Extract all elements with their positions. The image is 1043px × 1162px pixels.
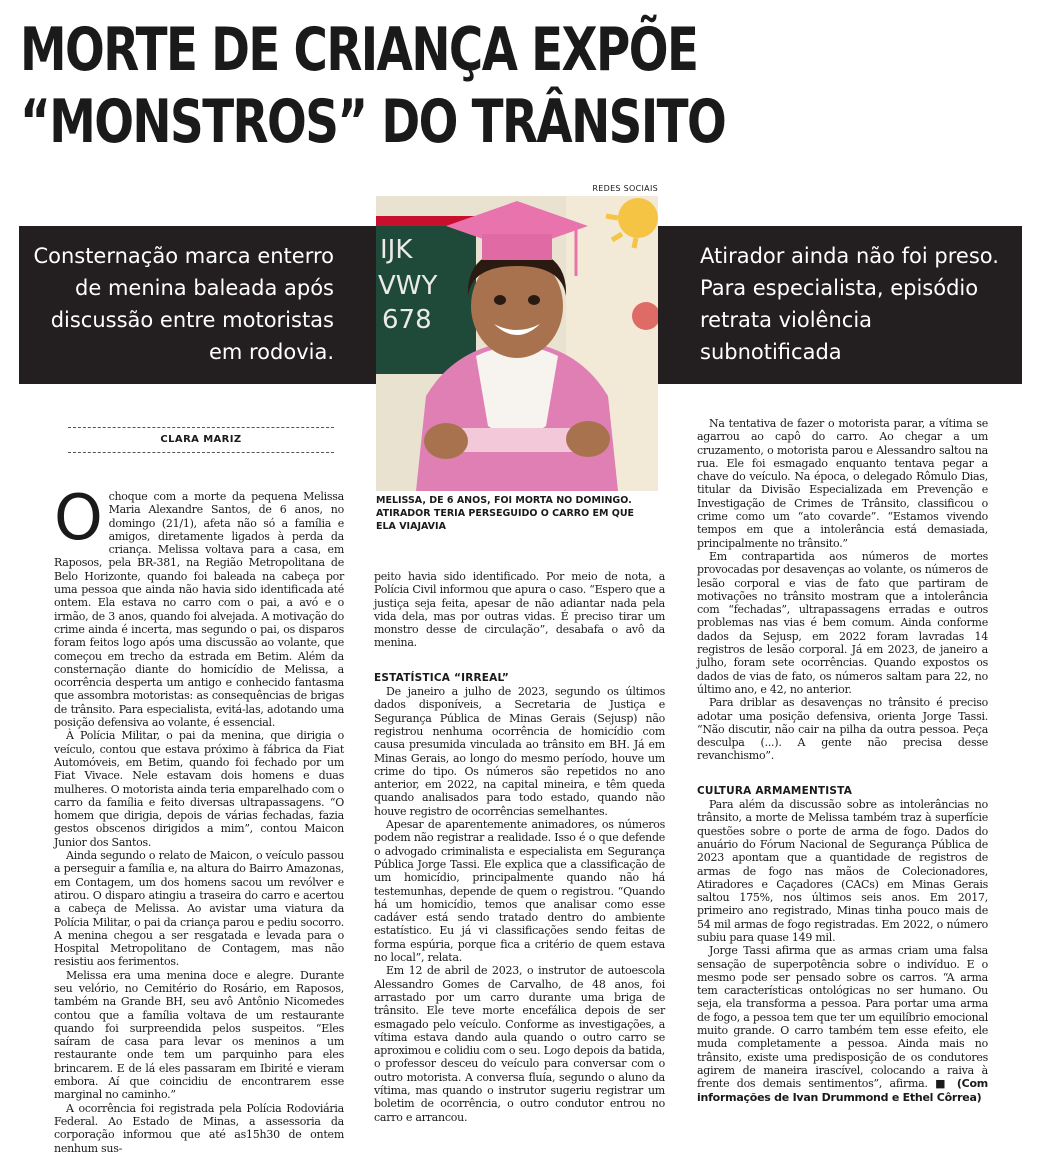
final-paragraph-text: Jorge Tassi afirma que as armas criam uma falsa sensação de superpotência sobre o indivíduo. E o mesmo pode ser pensado sobre os carros. “A arma tem características ontológicas no ser humano. Ou seja, ela transforma a pessoa. Para portar uma arma de fogo, a pessoa tem que ter um equilíbrio emocional muito grande. O carro também tem esse efeito, ele muda completamente a pessoa. Ainda mais no trânsito, existe uma predisposição de os condutores agirem de maneira irascível, colocando a raiva à frente dos demais sentimentos”, afirma. <box>697 944 988 1091</box>
article-paragraph: Para driblar as desavenças no trânsito é preciso adotar uma posição defensiva, orienta Jorge Tassi. “Não discutir, não cair na pilha da outra pessoa. Peça desculpa (...). A gente não precisa desse revanchismo”. <box>697 696 988 763</box>
article-paragraph <box>697 944 988 1104</box>
board-text-3: 678 <box>382 305 432 335</box>
headline-line-1: MORTE DE CRIANÇA EXPÕE <box>20 15 698 85</box>
byline: CLARA MARIZ <box>160 434 242 445</box>
subhead-cultura-armamentista: CULTURA ARMAMENTISTA <box>697 784 853 797</box>
deck-left: Consternação marca enterro de menina baleada após discussão entre motoristas em rodovia. <box>33 244 334 364</box>
article-paragraph: Em 12 de abril de 2023, o instrutor de autoescola Alessandro Gomes de Carvalho, de 48 anos, foi arrastado por um carro durante uma briga de trânsito. Ele teve morte encefálica depois de ser esmagado pelo veículo. Conforme as investigações, a vítima estava dando aula quando o outro carro se aproximou e colidiu com o seu. Logo depois da batida, o professor desceu do veículo para conversar com o outro motorista. A conversa fluía, segundo o aluno da vítima, mas quando o instrutor sugeriu registrar um boletim de ocorrência, o outro condutor entrou no carro e arrancou. <box>374 964 665 1124</box>
article-paragraph: Na tentativa de fazer o motorista parar, a vítima se agarrou ao capô do carro. Ao chegar a um cruzamento, o motorista parou e Alessandro saltou na rua. Ele foi esmagado enquanto tentava pegar a chave do veículo. Na época, o delegado Rômulo Dias, titular da Divisão Especializada em Prevenção e Investigação de Crimes de Trânsito, classificou o crime como um “ato covarde”. “Estamos vivendo tempos em que a intolerância está demasiada, principalmente no trânsito.” <box>697 417 988 550</box>
article-paragraph <box>54 481 344 730</box>
article-column-3 <box>697 417 988 1104</box>
credits: (Com informações de Ivan Drummond e Ethel Côrrea) <box>697 1077 988 1104</box>
article-paragraph: A ocorrência foi registrada pela Polícia Rodoviária Federal. Ao Estado de Minas, a assessoria da corporação informou que até as15h30 de ontem nenhum sus- <box>54 1101 344 1155</box>
article-paragraph: Ainda segundo o relato de Maicon, o veículo passou a perseguir a família e, na altura do Bairro Amazonas, em Contagem, um dos homens sacou um revólver e atirou. O disparo atingiu a traseira do carro e acertou a cabeça de Melissa. Ao avistar uma viatura da Polícia Militar, o pai da criança parou e pediu socorro. A menina chegou a ser resgatada e levada para o Hospital Metropolitano de Contagem, mas não resistiu aos ferimentos. <box>54 849 344 969</box>
byline-rule-bottom <box>68 452 334 453</box>
deck-right: Atirador ainda não foi preso. Para especialista, episódio retrata violência subnotificada <box>700 244 999 364</box>
board-text-1: IJK <box>380 235 413 265</box>
photo-illustration <box>376 196 658 491</box>
board-text-2: VWY <box>378 271 438 301</box>
headline-line-2: “MONSTROS” DO TRÂNSITO <box>20 87 726 157</box>
article-column-2 <box>374 570 665 1124</box>
lead-text: choque com a morte da pequena Melissa Maria Alexandre Santos, de 6 anos, no domingo (21/1), afeta não só a família e amigos, diretamente ligados à perda da criança. Melissa voltava para a casa, em Raposos, pela BR-381, na Região Metropolitana de Belo Horizonte, quando foi baleada na cabeça por uma pessoa que ainda não havia sido identificada até ontem. Ela estava no carro com o pai, a avó e o irmão, de 3 anos, quando foi alvejada. A motivação do crime ainda é incerta, mas segundo o pai, os disparos foram feitos logo após uma discussão ao volante, que começou em trecho da estrada em Betim. Além da consternação diante do homicídio de Melissa, a ocorrência desperta um antigo e conhecido fantasma que assombra motoristas: as consequências de brigas de trânsito. Para especialista, evitá-las, adotando uma posição defensiva ao volante, é essencial. <box>54 490 344 730</box>
photo-melissa <box>376 196 658 491</box>
dropcap: O <box>54 481 103 554</box>
headline <box>20 14 808 158</box>
article-paragraph: peito havia sido identificado. Por meio de nota, a Polícia Civil informou que apura o caso. “Espero que a justiça seja feita, apesar de não adiantar nada pela vida dela, mas por outras vidas. É preciso tirar um monstro desse de circulação”, desabafa o avô da menina. <box>374 570 665 650</box>
article-paragraph: À Polícia Militar, o pai da menina, que dirigia o veículo, contou que estava próximo à fábrica da Fiat Automóveis, em Betim, quando foi fechado por um Fiat Vivace. Nele estavam dois homens e duas mulheres. O motorista ainda teria emparelhado com o carro da família e feito diversas ultrapassagens. “O homem que dirigia, depois de várias fechadas, fazia gestos obscenos dirigidos a mim”, contou Maicon Junior dos Santos. <box>54 729 344 849</box>
photo-caption: MELISSA, DE 6 ANOS, FOI MORTA NO DOMINGO. ATIRADOR TERIA PERSEGUIDO O CARRO EM QUE ELA VIAJAVIA <box>376 495 635 532</box>
byline-rule-top <box>68 427 334 428</box>
subhead-estatistica: ESTATÍSTICA “IRREAL” <box>374 671 509 684</box>
end-mark: ■ <box>935 1077 950 1091</box>
article-paragraph: De janeiro a julho de 2023, segundo os últimos dados disponíveis, a Secretaria de Justiça e Segurança Pública de Minas Gerais (Sejusp) não registrou nenhuma ocorrência de homicídio com causa presumida vinculada ao trânsito em BH. Já em Minas Gerais, ao longo do mesmo período, houve um crime do tipo. Os números são repetidos no ano anterior, em 2022, na capital mineira, e têm queda quando analisados para todo estado, quando não houve registro de ocorrências semelhantes. <box>374 685 665 818</box>
sun-drawing <box>618 198 658 238</box>
photo-credit: REDES SOCIAIS <box>592 184 658 193</box>
article-paragraph: Apesar de aparentemente animadores, os números podem não registrar a realidade. Isso é o que defende o advogado criminalista e especialista em Segurança Pública Jorge Tassi. Ele explica que a classificação de um homicídio, principalmente quando não há testemunhas, depende de quem o registrou. “Quando há um homicídio, temos que analisar como esse cadáver está sendo tratado dentro do ambiente estatístico. Eu já vi classificações sendo feitas de forma espúria, porque fica a critério de quem estava no local”, relata. <box>374 818 665 965</box>
article-column-1 <box>54 481 344 1155</box>
article-paragraph: Em contrapartida aos números de mortes provocadas por desavenças ao volante, os números de lesão corporal e vias de fato que partiram de motivações no trânsito mostram que a intolerância com “fechadas”, ultrapassagens erradas e outros problemas nas vias é bem comum. Ainda conforme dados da Sejusp, em 2022 foram lavradas 14 registros de lesão corporal. Já em 2023, de janeiro a julho, foram sete ocorrências. Quando expostos os dados de vias de fato, os números saltam para 22, no último ano, e 42, no anterior. <box>697 549 988 696</box>
article-paragraph: Para além da discussão sobre as intolerâncias no trânsito, a morte de Melissa também traz à superfície questões sobre o porte de arma de fogo. Dados do anuário do Fórum Nacional de Segurança Pública de 2023 apontam que a quantidade de registros de armas de fogo nas mãos de Colecionadores, Atiradores e Caçadores (CACs) em Minas Gerais saltou 175%, nos últimos seis anos. Em 2017, primeiro ano registrado, Minas tinha pouco mais de 54 mil armas de fogo registradas. Em 2022, o número subiu para quase 149 mil. <box>697 798 988 944</box>
article-paragraph: Melissa era uma menina doce e alegre. Durante seu velório, no Cemitério do Rosário, em Raposos, também na Grande BH, seu avô Antônio Nicomedes contou que a família voltava de um restaurante quando foi surpreendida pelos suspeitos. “Eles saíram de casa para levar os meninos a um restaurante onde tem um parquinho para eles brincarem. E de lá eles passaram em Ibirité e vieram embora. Aí que coincidiu de encontrarem esse marginal no caminho.” <box>54 968 344 1102</box>
